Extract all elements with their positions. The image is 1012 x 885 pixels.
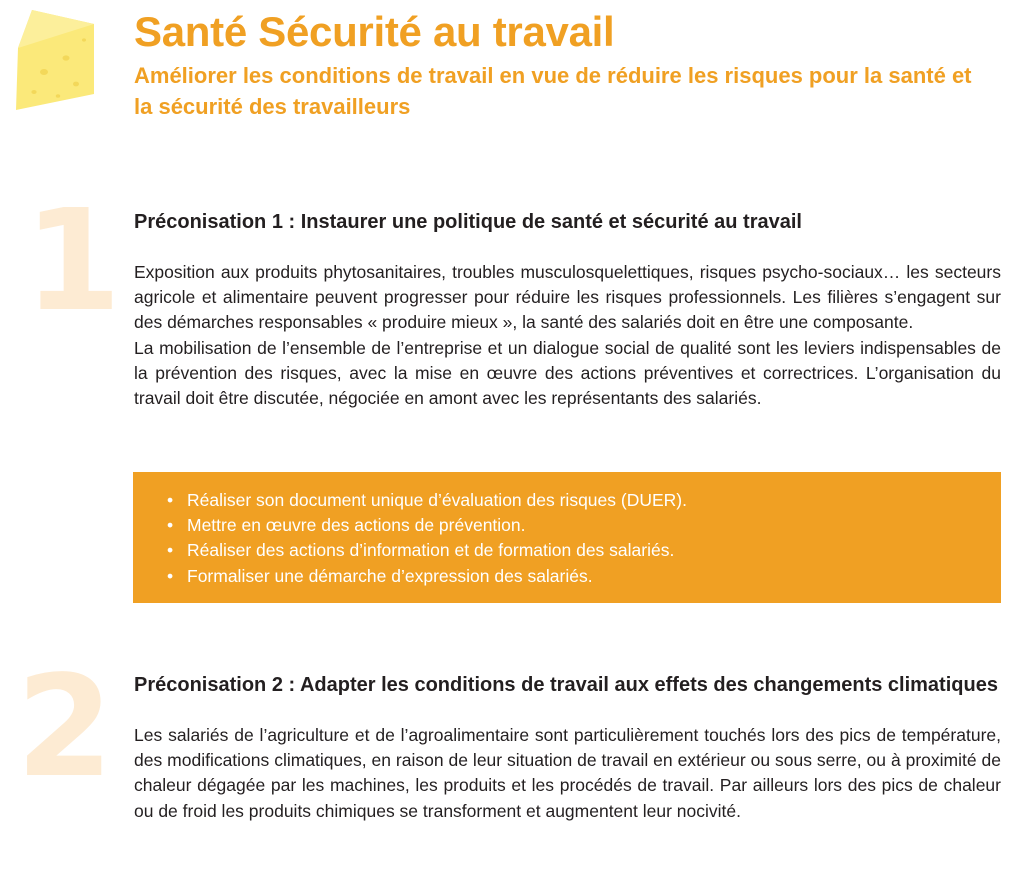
section-paragraph: La mobilisation de l’ensemble de l’entreprise et un dialogue social de qualité sont les leviers indispensables de la prévention des risques, avec la mise en œuvre des actions préventives et correctrices. L’organisation du travail doit être discutée, négociée en amont avec les représentants des salariés. [134,337,1001,409]
bullet-icon: • [167,540,174,561]
cheese-hole [56,94,60,98]
bullet-icon: • [167,515,174,536]
section-paragraph: Exposition aux produits phytosanitaires, troubles musculosquelettiques, risques psycho-sociaux… les secteurs agricole et alimentaire peuvent progresser pour réduire les risques professionnels. Les filières s’engagent sur des démarches responsables « produire mieux », la santé des salariés doit en être une composante. [134,262,1001,333]
recommendations-box [133,472,1001,603]
section-preconisation-2 [134,671,1001,824]
recommendations-list [163,488,981,589]
cheese-hole [73,82,79,87]
list-item-text: Réaliser son document unique d’évaluation des risques (DUER). [187,490,687,510]
bullet-icon: • [167,565,174,586]
list-item [163,538,981,563]
cheese-hole [82,38,86,41]
list-item [163,513,981,538]
section-paragraph: Les salariés de l’agriculture et de l’agroalimentaire sont particulièrement touchés lors des pics de température, des modifications climatiques, en raison de leur situation de travail en extérieur ou sous serre, ou à proximité de chaleur dégagée par les machines, les produits et les procédés de travail. Par ailleurs lors des pics de chaleur ou de froid les produits chimiques se transforment et augmentent leur nocivité. [134,725,1001,821]
cheese-hole [63,55,70,60]
section-heading: Préconisation 1 : Instaurer une politique de santé et sécurité au travail [134,211,802,233]
section-number-2: 2 [16,646,114,809]
section-preconisation-1 [134,208,1001,411]
section-heading: Préconisation 2 : Adapter les conditions de travail aux effets des changements climatiques [134,674,998,696]
cheese-hole [31,90,36,94]
page-title: Santé Sécurité au travail [134,8,615,55]
list-item [163,564,981,589]
list-item [163,488,981,513]
list-item-text: Formaliser une démarche d’expression des salariés. [187,565,593,586]
list-item-text: Réaliser des actions d’information et de formation des salariés. [187,540,675,561]
cheese-hole [40,69,48,75]
cheese-icon [14,10,96,112]
section-number-1: 1 [24,180,122,343]
list-item-text: Mettre en œuvre des actions de prévention. [187,515,526,536]
page-subtitle: Améliorer les conditions de travail en vue de réduire les risques pour la santé et la sécurité des travailleurs [134,63,972,119]
bullet-icon: • [167,490,174,510]
